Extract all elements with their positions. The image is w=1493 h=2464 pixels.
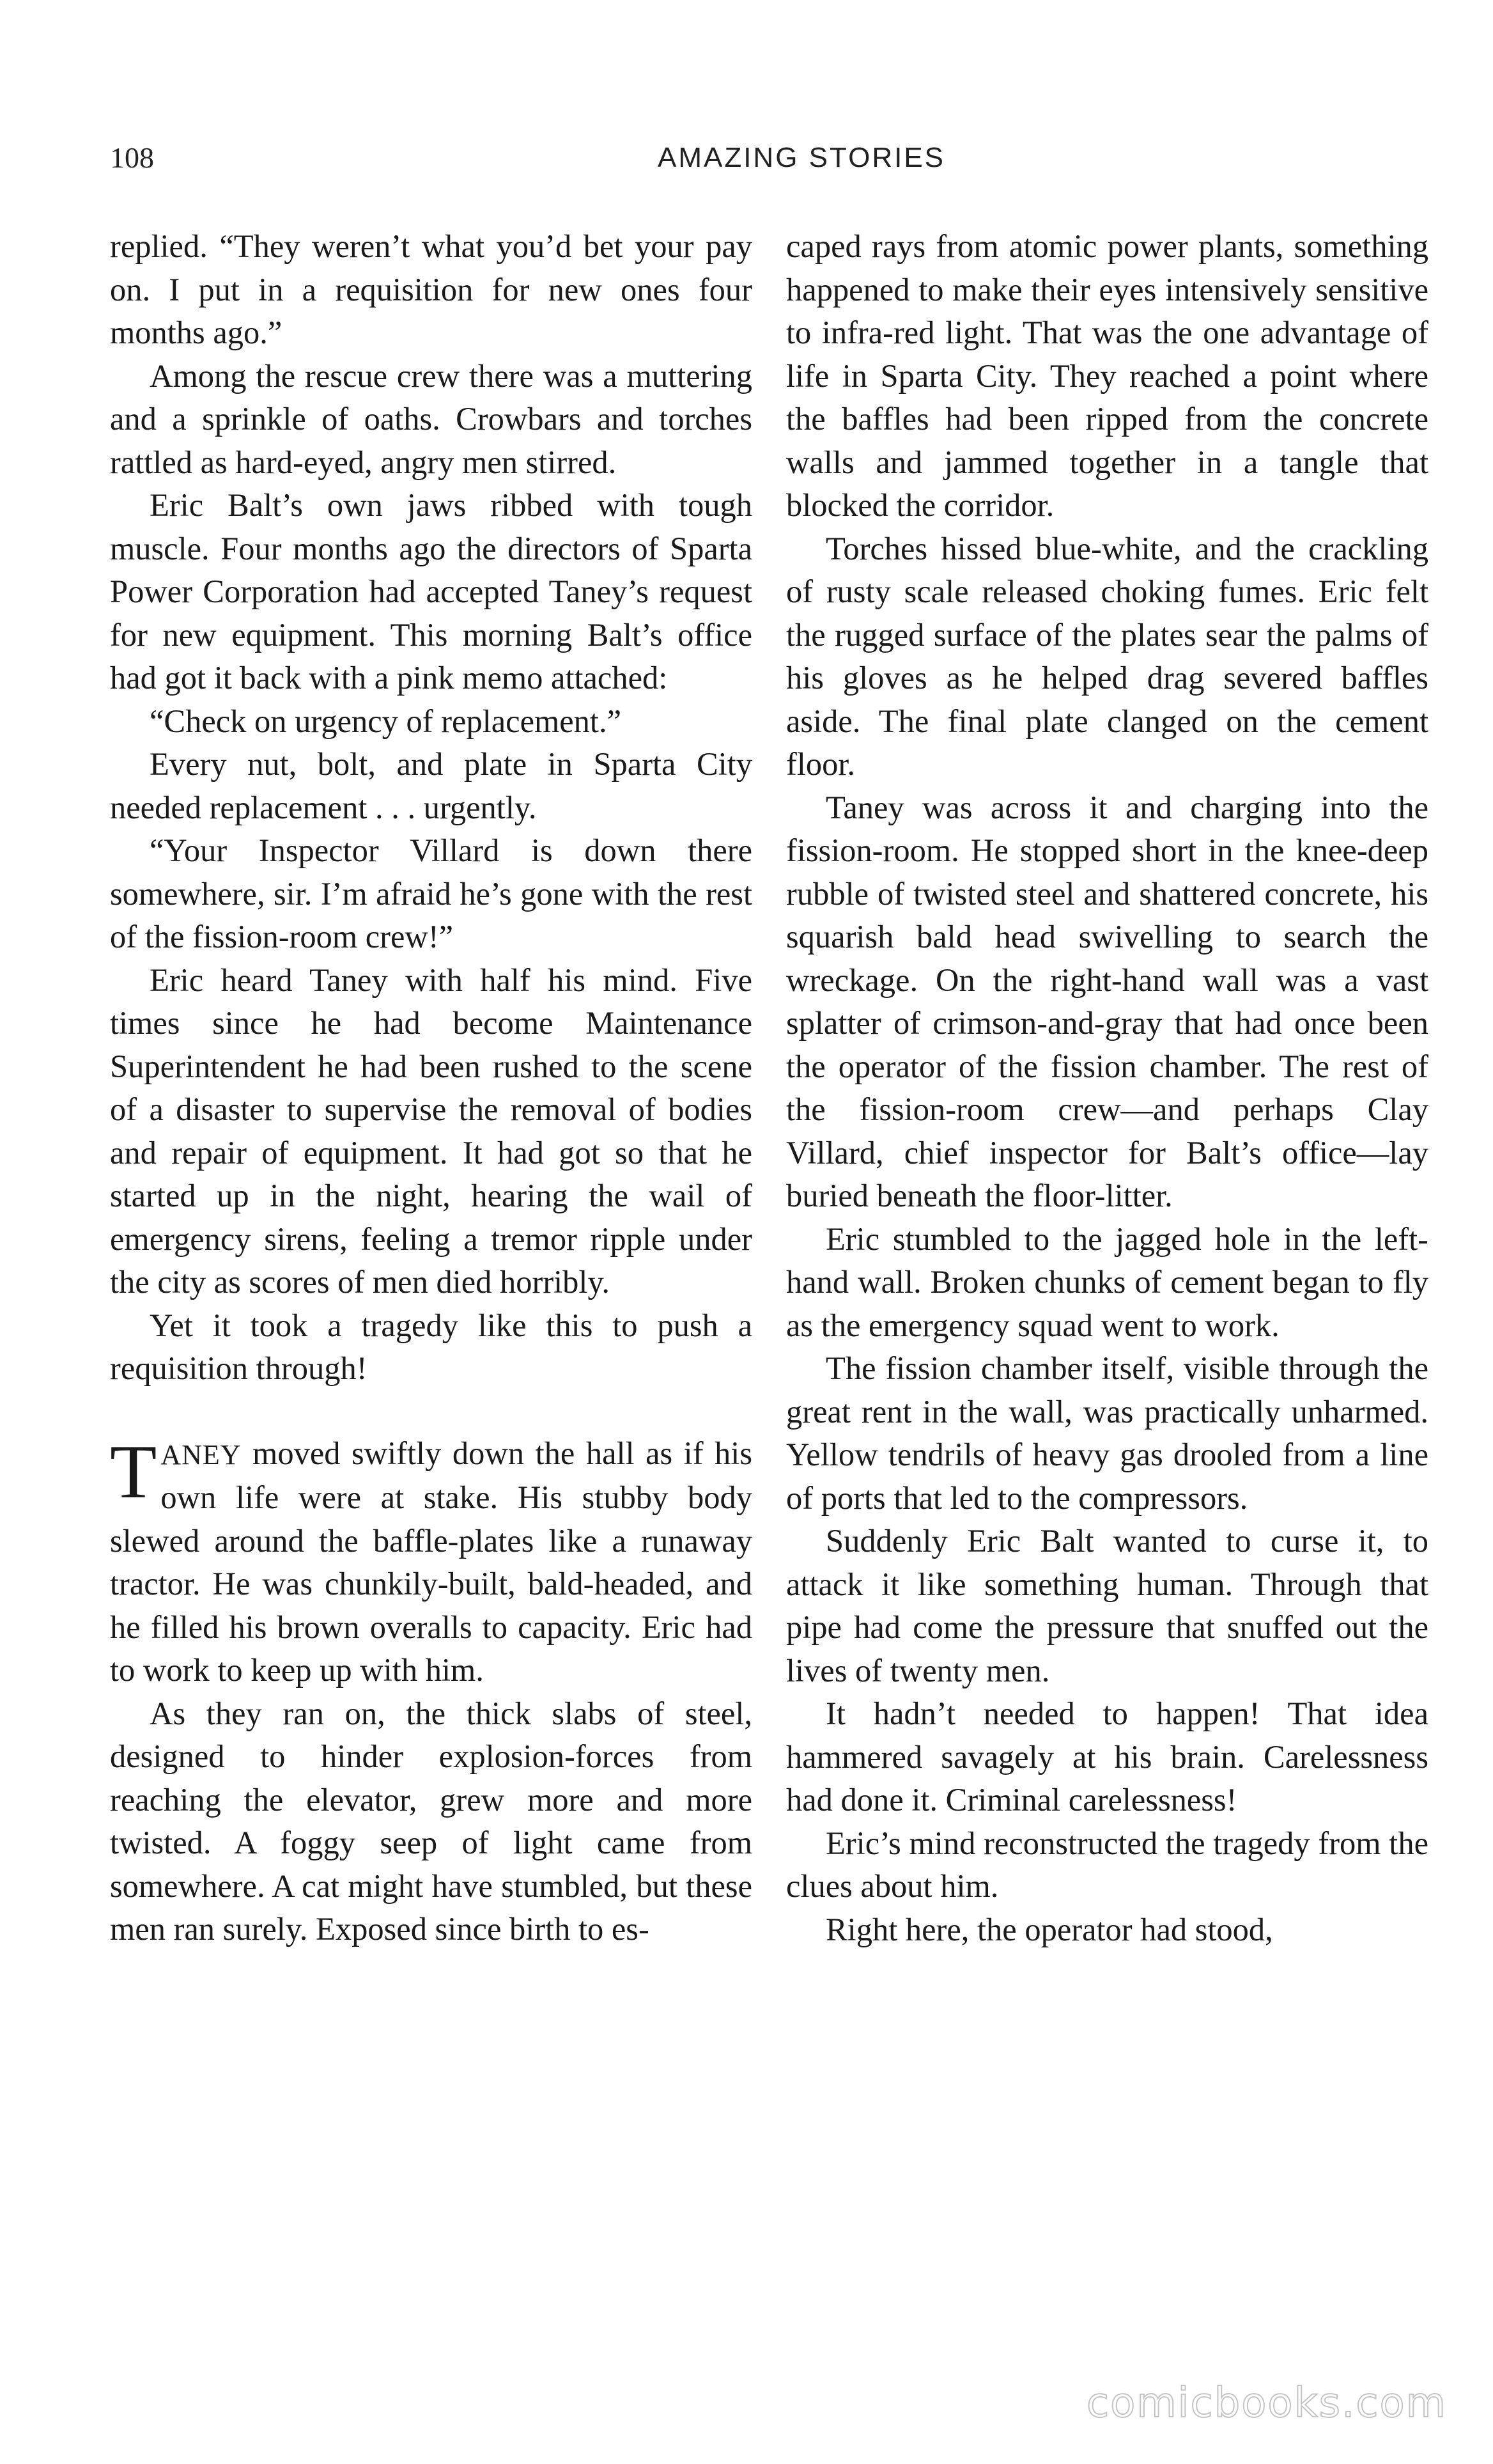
paragraph: Eric Balt’s own jaws ribbed with tough muscle. Four months ago the directors of Sparta Power Corporation had accepted Taney’s request for new equipment. This morning Balt’s office had got it back with a pink memo attached: [110,487,752,696]
paragraph: replied. “They weren’t what you’d bet your pay on. I put in a requisition for new ones four months ago.” [110,228,752,350]
paragraph: The fission chamber itself, visible through the great rent in the wall, was practically unharmed. Yellow tendrils of heavy gas drooled from a line of ports that led to the compressors. [786,1350,1428,1516]
paragraph: Among the rescue crew there was a muttering and a sprinkle of oaths. Crowbars and torches rattled as hard-eyed, angry men stirred. [110,357,752,480]
small-caps-lead: ANEY [160,1439,242,1470]
paragraph: Eric stumbled to the jagged hole in the left-hand wall. Broken chunks of cement began to fly as the emergency squad went to work. [786,1220,1428,1343]
section-paragraph [110,1428,752,1692]
paragraph: Every nut, bolt, and plate in Sparta City needed replacement . . . urgently. [110,746,752,825]
paragraph: Yet it took a tragedy like this to push a requisition through! [110,1307,752,1386]
paragraph: As they ran on, the thick slabs of steel, designed to hinder explosion-forces from reaching the elevator, grew more and more twisted. A foggy seep of light came from somewhere. A cat might have stumbled, but these men ran surely. Exposed since birth to es- [110,1695,752,1947]
page-number: 108 [110,141,154,174]
paragraph: “Check on urgency of replacement.” [150,703,621,739]
watermark: comicbooks.com [1086,2380,1447,2427]
paragraph-text: moved swiftly down the hall as if his own life were at stake. His stubby body slewed around the baffle-plates like a runaway tractor. He was chunkily-built, bald-headed, and he filled his brown overalls to capacity. Eric had to work to keep up with him. [110,1435,752,1688]
paragraph: Eric’s mind reconstructed the tragedy from the clues about him. [786,1825,1428,1904]
paragraph: It hadn’t needed to happen! That idea hammered savagely at his brain. Carelessness had done it. Criminal carelessness! [786,1696,1428,1818]
running-head: AMAZING STORIES [657,142,946,173]
paragraph: Torches hissed blue-white, and the crackling of rusty scale released choking fumes. Eric felt the rugged surface of the plates sear the palms of his gloves as he helped drag severed baffles aside. The final plate clanged on the cement floor. [786,530,1428,782]
drop-cap: T [110,1428,157,1514]
paragraph: Eric heard Taney with half his mind. Five times since he had become Maintenance Superintendent he had been rushed to the scene of a disaster to supervise the removal of bodies and repair of equipment. It had got so that he started up in the night, hearing the wail of emergency sirens, feeling a tremor ripple under the city as scores of men died horribly. [110,962,752,1300]
paragraph: Right here, the operator had stood, [826,1911,1273,1947]
left-column [110,225,752,1951]
paragraph: “Your Inspector Villard is down there somewhere, sir. I’m afraid he’s gone with the rest of the fission-room crew!” [110,832,752,955]
right-column [786,225,1428,1951]
paragraph: caped rays from atomic power plants, something happened to make their eyes intensively sensitive to infra-red light. That was the one advantage of life in Sparta City. They reached a point where the baffles had been ripped from the concrete walls and jammed together in a tangle that blocked the corridor. [786,228,1428,523]
page-header [110,136,1416,180]
paragraph: Suddenly Eric Balt wanted to curse it, to attack it like something human. Through that pipe had come the pressure that snuffed out the lives of twenty men. [786,1523,1428,1688]
paragraph: Taney was across it and charging into the fission-room. He stopped short in the knee-deep rubble of twisted steel and shattered concrete, his squarish bald head swivelling to search the wreckage. On the right-hand wall was a vast splatter of crimson-and-gray that had once been the operator of the fission chamber. The rest of the fission-room crew—and perhaps Clay Villard, chief inspector for Balt’s office—lay buried beneath the floor-litter. [786,789,1428,1213]
